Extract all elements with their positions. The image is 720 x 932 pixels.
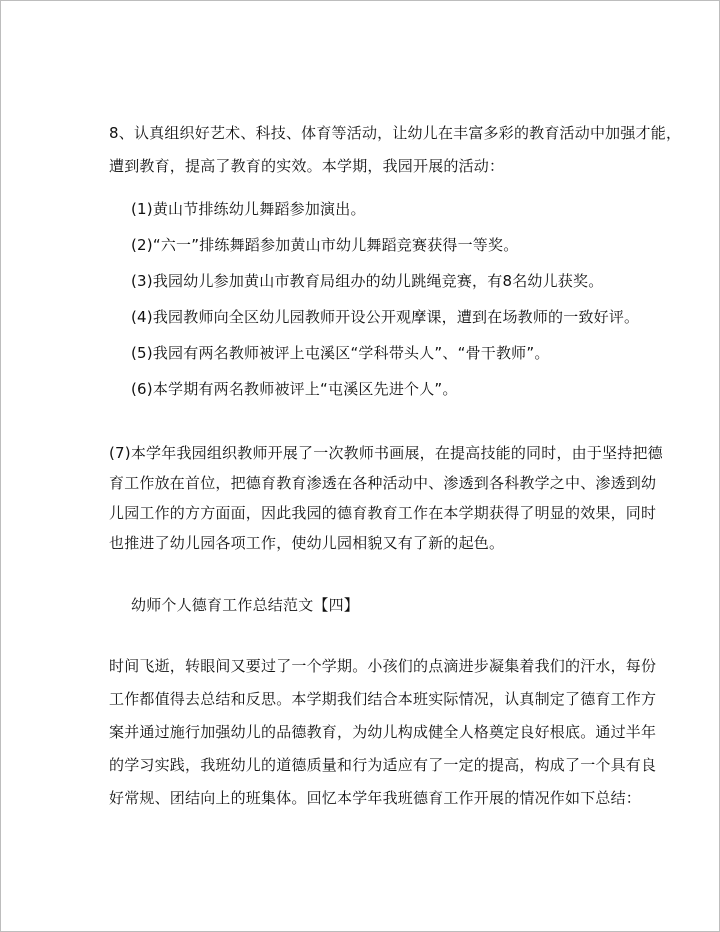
list-item: (6)本学期有两名教师被评上“屯溪区先进个人”。 [131, 380, 458, 398]
paragraph-item-7 [109, 442, 663, 562]
list-item: (4)我园教师向全区幼儿园教师开设公开观摩课，遭到在场教师的一致好评。 [131, 308, 640, 326]
text-line: 时间飞逝，转眼间又要过了一个学期。小孩们的点滴进步凝集着我们的汗水，每份 [109, 657, 657, 675]
paragraph-summary [109, 655, 657, 820]
list-item: (2)“六一”排练舞蹈参加黄山市幼儿舞蹈竞赛获得一等奖。 [131, 236, 519, 254]
text-line: 遭到教育，提高了教育的实效。本学期，我园开展的活动： [109, 157, 505, 175]
list-item: (1)黄山节排练幼儿舞蹈参加演出。 [131, 200, 366, 218]
text-line: 儿园工作的方方面面，因此我园的德育教育工作在本学期获得了明显的效果，同时 [109, 504, 657, 522]
text-line: 工作都值得去总结和反思。本学期我们结合本班实际情况，认真制定了德育工作方 [109, 690, 657, 708]
text-line: (7)本学年我园组织教师开展了一次教师书画展，在提高技能的同时，由于坚持把德 [109, 444, 663, 462]
list-item: (5)我园有两名教师被评上屯溪区“学科带头人”、“骨干教师”。 [131, 344, 550, 362]
list-item: (3)我园幼儿参加黄山市教育局组办的幼儿跳绳竞赛，有8名幼儿获奖。 [131, 272, 604, 290]
text-line: 案并通过施行加强幼儿的品德教育，为幼儿构成健全人格奠定良好根底。通过半年 [109, 723, 657, 741]
text-line: 的学习实践，我班幼儿的道德质量和行为适应有了一定的提高，构成了一个具有良 [109, 756, 657, 774]
section-heading [131, 594, 631, 617]
text-line: 8、认真组织好艺术、科技、体育等活动，让幼儿在丰富多彩的教育活动中加强才能， [109, 124, 682, 142]
activity-list [131, 198, 640, 414]
text-line: 育工作放在首位，把德育教育渗透在各种活动中、渗透到各科教学之中、渗透到幼 [109, 474, 657, 492]
text-line: 也推进了幼儿园各项工作，使幼儿园相貌又有了新的起色。 [109, 534, 505, 552]
paragraph-activities-intro [109, 122, 682, 188]
heading-text: 幼师个人德育工作总结范文【四】 [131, 596, 360, 614]
text-line: 好常规、团结向上的班集体。回忆本学年我班德育工作开展的情况作如下总结： [109, 789, 642, 807]
